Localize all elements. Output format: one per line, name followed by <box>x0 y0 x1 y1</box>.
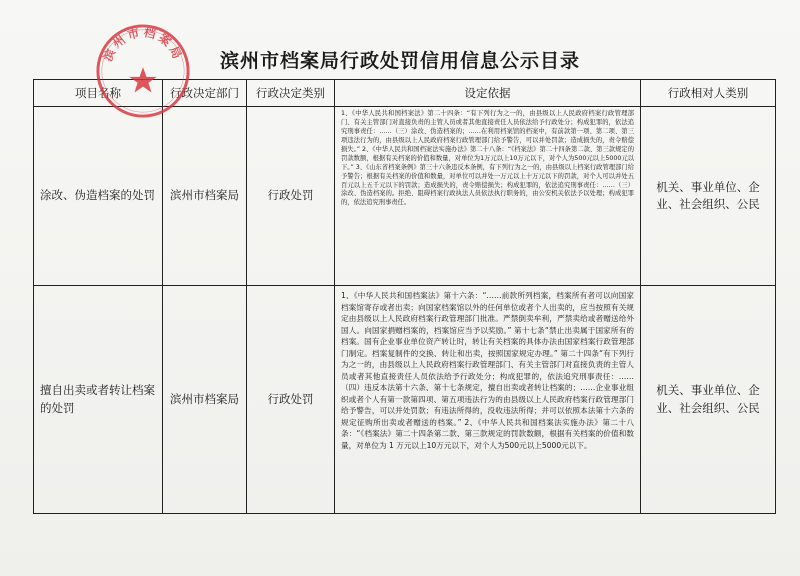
page-title: 滨州市档案局行政处罚信用信息公示目录 <box>219 50 580 72</box>
legal-basis-text: 1、《中华人民共和国档案法》第十六条：“……前款所列档案，档案所有者可以向国家档案馆寄存或者出卖；向国家档案馆以外的任何单位或者个人出卖的，应当按照有关规定由县级以上人民政府档案行政管理部门批准。严禁倒卖牟利，严禁卖给或者赠送给外国人。向国家捐赠档案的，档案馆应当予以奖励。” 第十七条“禁止出卖属于国家所有的档案。国有企业事业单位资产转让时，转让有关档案的具体办法由国家档案行政管理部门制定。档案复制件的交换、转让和出卖，按照国家规定办理。” 第二十四条“有下列行为之一的，由县级以上人民政府档案行政管理部门、有关主管部门对直接负责的主管人员或者其他直接责任人员依法给予行政处分；构成犯罪的，依法追究刑事责任：……（四）违反本法第十六条、第十七条规定，擅自出卖或者转让档案的；……企业事业组织或者个人有第一款第四项、第五项违法行为的由县级以上人民政府档案行政管理部门给予警告，可以并处罚款；有违法所得的，没收违法所得；并可以依照本法第十六条的规定征购所出卖或者赠送的档案。” 2、《中华人民共和国档案法实施办法》第二十八条：“《档案法》第二十四条第二款、第三款规定的罚款数额，根据有关档案的价值和数量，对单位为 1 万元以上10万元以下，对个人为500元以上5000元以下。 <box>341 291 634 450</box>
party-category: 机关、事业单位、企业、社会组织、公民 <box>641 107 776 286</box>
table-row <box>34 286 776 514</box>
decision-dept: 滨州市档案局 <box>163 286 247 514</box>
decision-type: 行政处罚 <box>247 107 335 286</box>
seal-text: 滨州市档案局 <box>100 25 186 64</box>
header-dept: 行政决定部门 <box>163 80 247 107</box>
decision-type: 行政处罚 <box>247 286 335 514</box>
disclosure-table <box>33 79 776 514</box>
party-category: 机关、事业单位、企业、社会组织、公民 <box>641 286 776 514</box>
official-seal-icon <box>94 22 192 120</box>
table-row <box>34 107 776 286</box>
legal-basis <box>335 107 641 286</box>
decision-dept: 滨州市档案局 <box>163 107 247 286</box>
item-name: 涂改、伪造档案的处罚 <box>34 107 163 286</box>
header-party: 行政相对人类别 <box>641 80 776 107</box>
legal-basis <box>335 286 641 514</box>
header-item-name: 项目名称 <box>34 80 163 107</box>
svg-text:滨州市档案局 <box>100 25 185 64</box>
legal-basis-text: 1、《中华人民共和国档案法》第二十四条：“有下列行为之一的，由县级以上人民政府档案行政管理部门、有关主管部门对直接负责的主管人员或者其他直接责任人员依法给予行政处分；构成犯罪的，依法追究刑事责任：……（三）涂改、伪造档案的；……在利用档案馆的档案中，有前款第一项、第二项、第三项违法行为的，由县级以上人民政府档案行政管理部门给予警告，可以并处罚款；造成损失的，责令赔偿损失。” 2、《中华人民共和国档案法实施办法》第二十八条：“《档案法》第二十四条第二款、第三款规定的罚款数额，根据有关档案的价值和数量，对单位为1万元以上10万元以下，对个人为500元以上5000元以下。” 3、《山东省档案条例》第三十六条违反本条例，有下列行为之一的，由县级以上档案行政管理部门给予警告；根据有关档案的价值和数量，对单位可以并处一万元以上十万元以下的罚款，对个人可以并处五百元以上五千元以下的罚款；造成损失的，责令赔偿损失；构成犯罪的，依法追究刑事责任：……（三）涂改、伪造档案的。拒绝、阻碍档案行政执法人员依法执行职务的，由公安机关依法予以处理；构成犯罪的，依法追究刑事责任。 <box>341 110 634 207</box>
item-name: 擅自出卖或者转让档案的处罚 <box>34 286 163 514</box>
header-basis: 设定依据 <box>335 80 641 107</box>
header-type: 行政决定类别 <box>247 80 335 107</box>
